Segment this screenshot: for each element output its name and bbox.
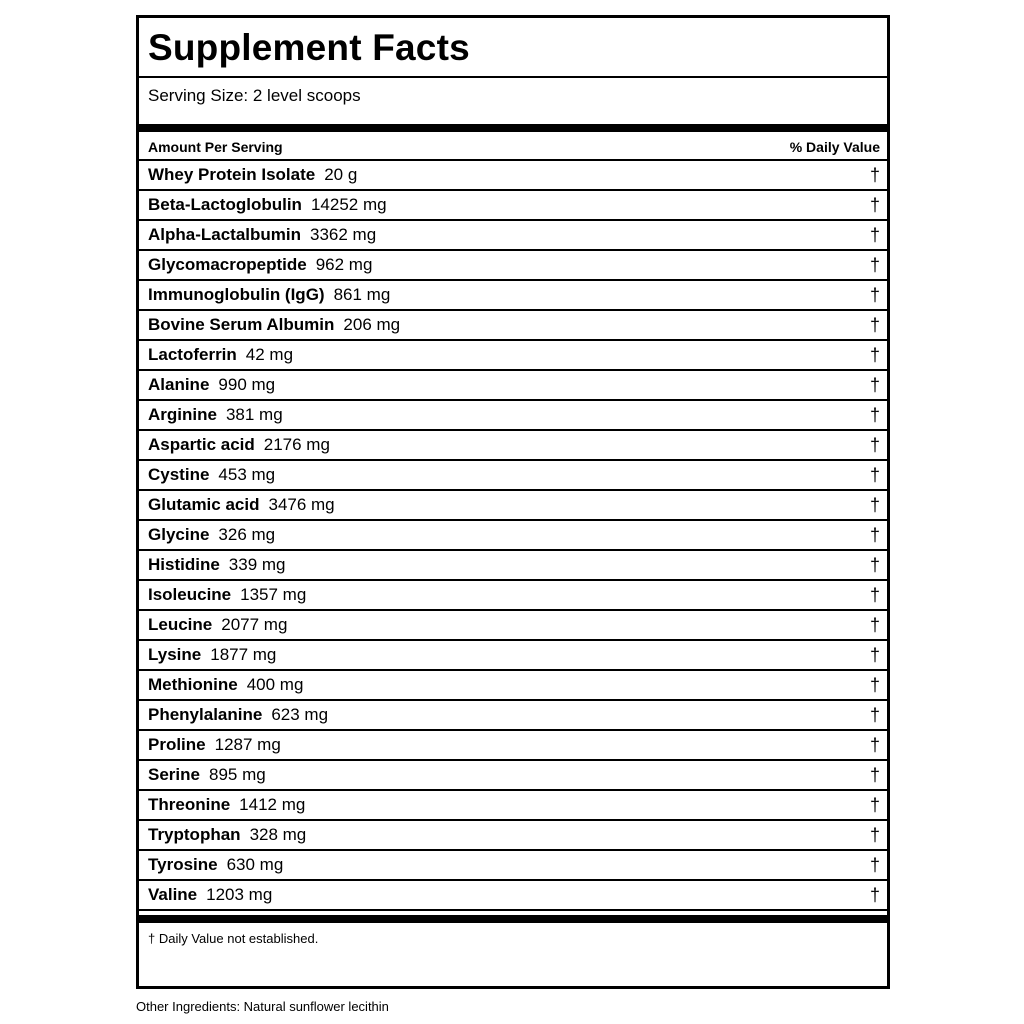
nutrient-row xyxy=(139,581,887,611)
daily-value-dagger: † xyxy=(869,764,880,785)
daily-value-dagger: † xyxy=(869,554,880,575)
footnote: † Daily Value not established. xyxy=(148,931,319,946)
daily-value-dagger: † xyxy=(869,164,880,185)
daily-value-dagger: † xyxy=(869,224,880,245)
nutrient-label xyxy=(148,825,306,845)
nutrient-label xyxy=(148,555,286,575)
nutrient-name: Alpha-Lactalbumin xyxy=(148,225,302,244)
nutrient-name: Aspartic acid xyxy=(148,435,255,454)
nutrient-label xyxy=(148,405,283,425)
supplement-facts-panel xyxy=(136,15,890,989)
nutrient-amount: 326 mg xyxy=(218,525,276,544)
daily-value-dagger: † xyxy=(869,194,880,215)
nutrient-amount: 339 mg xyxy=(228,555,286,574)
nutrient-label xyxy=(148,315,400,335)
nutrient-row xyxy=(139,281,887,311)
nutrient-amount: 42 mg xyxy=(245,345,294,364)
daily-value-dagger: † xyxy=(869,314,880,335)
nutrient-list xyxy=(139,161,887,911)
nutrient-row xyxy=(139,701,887,731)
nutrient-name: Tryptophan xyxy=(148,825,241,844)
nutrient-amount: 1357 mg xyxy=(240,585,307,604)
nutrient-amount: 962 mg xyxy=(315,255,373,274)
nutrient-row xyxy=(139,221,887,251)
nutrient-amount: 630 mg xyxy=(226,855,284,874)
nutrient-row xyxy=(139,491,887,521)
nutrient-amount: 2077 mg xyxy=(221,615,288,634)
nutrient-amount: 453 mg xyxy=(218,465,276,484)
nutrient-name: Phenylalanine xyxy=(148,705,263,724)
nutrient-name: Glutamic acid xyxy=(148,495,260,514)
nutrient-row xyxy=(139,341,887,371)
nutrient-amount: 20 g xyxy=(324,165,358,184)
nutrient-amount: 328 mg xyxy=(249,825,307,844)
other-ingredients: Other Ingredients: Natural sunflower lecithin xyxy=(136,999,389,1014)
nutrient-name: Glycomacropeptide xyxy=(148,255,307,274)
nutrient-row xyxy=(139,851,887,881)
nutrient-name: Immunoglobulin (IgG) xyxy=(148,285,325,304)
nutrient-amount: 2176 mg xyxy=(263,435,330,454)
daily-value-dagger: † xyxy=(869,854,880,875)
nutrient-name: Isoleucine xyxy=(148,585,232,604)
nutrient-amount: 3362 mg xyxy=(310,225,377,244)
daily-value-dagger: † xyxy=(869,434,880,455)
nutrient-row xyxy=(139,521,887,551)
nutrient-amount: 14252 mg xyxy=(310,195,387,214)
daily-value-dagger: † xyxy=(869,614,880,635)
nutrient-amount: 1203 mg xyxy=(206,885,273,904)
daily-value-dagger: † xyxy=(869,584,880,605)
nutrient-label xyxy=(148,885,272,905)
nutrient-amount: 861 mg xyxy=(333,285,391,304)
nutrient-label xyxy=(148,795,305,815)
nutrient-row xyxy=(139,551,887,581)
nutrient-name: Whey Protein Isolate xyxy=(148,165,316,184)
nutrient-label xyxy=(148,585,306,605)
nutrient-row xyxy=(139,731,887,761)
nutrient-label xyxy=(148,705,328,725)
nutrient-label xyxy=(148,435,330,455)
nutrient-name: Serine xyxy=(148,765,200,784)
nutrient-row xyxy=(139,161,887,191)
nutrient-label xyxy=(148,255,372,275)
nutrient-row xyxy=(139,671,887,701)
nutrient-row xyxy=(139,641,887,671)
nutrient-amount: 381 mg xyxy=(225,405,283,424)
nutrient-name: Threonine xyxy=(148,795,231,814)
daily-value-dagger: † xyxy=(869,284,880,305)
nutrient-row xyxy=(139,461,887,491)
daily-value-header: % Daily Value xyxy=(789,139,880,155)
nutrient-name: Leucine xyxy=(148,615,213,634)
daily-value-dagger: † xyxy=(869,494,880,515)
nutrient-row xyxy=(139,611,887,641)
nutrient-amount: 1287 mg xyxy=(214,735,281,754)
nutrient-label xyxy=(148,285,390,305)
nutrient-name: Lysine xyxy=(148,645,202,664)
nutrient-amount: 1412 mg xyxy=(239,795,306,814)
nutrient-row xyxy=(139,311,887,341)
amount-per-serving-header: Amount Per Serving xyxy=(148,139,283,155)
nutrient-amount: 3476 mg xyxy=(268,495,335,514)
daily-value-dagger: † xyxy=(869,734,880,755)
nutrient-amount: 623 mg xyxy=(271,705,329,724)
nutrient-label xyxy=(148,735,281,755)
panel-title: Supplement Facts xyxy=(139,18,887,78)
column-header-row xyxy=(139,135,887,161)
nutrient-name: Bovine Serum Albumin xyxy=(148,315,335,334)
nutrient-label xyxy=(148,525,275,545)
nutrient-row xyxy=(139,431,887,461)
nutrient-name: Methionine xyxy=(148,675,238,694)
daily-value-dagger: † xyxy=(869,254,880,275)
nutrient-row xyxy=(139,791,887,821)
daily-value-dagger: † xyxy=(869,404,880,425)
nutrient-label xyxy=(148,225,376,245)
nutrient-name: Histidine xyxy=(148,555,220,574)
serving-size: Serving Size: 2 level scoops xyxy=(139,78,887,132)
nutrient-name: Tyrosine xyxy=(148,855,218,874)
daily-value-dagger: † xyxy=(869,824,880,845)
nutrient-row xyxy=(139,191,887,221)
nutrient-label xyxy=(148,495,335,515)
nutrient-label xyxy=(148,375,275,395)
nutrient-label xyxy=(148,855,283,875)
nutrient-amount: 990 mg xyxy=(218,375,276,394)
nutrient-name: Proline xyxy=(148,735,206,754)
daily-value-dagger: † xyxy=(869,524,880,545)
nutrient-row xyxy=(139,371,887,401)
nutrient-label xyxy=(148,165,357,185)
nutrient-label xyxy=(148,645,276,665)
nutrient-label xyxy=(148,345,293,365)
nutrient-row xyxy=(139,881,887,911)
daily-value-dagger: † xyxy=(869,674,880,695)
daily-value-dagger: † xyxy=(869,464,880,485)
nutrient-row xyxy=(139,251,887,281)
nutrient-name: Alanine xyxy=(148,375,210,394)
nutrient-amount: 400 mg xyxy=(246,675,304,694)
daily-value-dagger: † xyxy=(869,344,880,365)
nutrient-amount: 206 mg xyxy=(343,315,401,334)
nutrient-label xyxy=(148,195,387,215)
nutrient-row xyxy=(139,821,887,851)
nutrient-name: Cystine xyxy=(148,465,210,484)
nutrient-label xyxy=(148,675,303,695)
nutrient-name: Arginine xyxy=(148,405,217,424)
nutrient-amount: 1877 mg xyxy=(210,645,277,664)
daily-value-dagger: † xyxy=(869,794,880,815)
nutrient-name: Lactoferrin xyxy=(148,345,237,364)
nutrient-label xyxy=(148,765,266,785)
nutrient-name: Valine xyxy=(148,885,198,904)
nutrient-row xyxy=(139,761,887,791)
daily-value-dagger: † xyxy=(869,884,880,905)
thick-divider xyxy=(139,915,887,923)
nutrient-name: Glycine xyxy=(148,525,210,544)
nutrient-row xyxy=(139,401,887,431)
nutrient-name: Beta-Lactoglobulin xyxy=(148,195,302,214)
daily-value-dagger: † xyxy=(869,704,880,725)
nutrient-amount: 895 mg xyxy=(208,765,266,784)
nutrient-label xyxy=(148,465,275,485)
daily-value-dagger: † xyxy=(869,374,880,395)
nutrient-label xyxy=(148,615,287,635)
daily-value-dagger: † xyxy=(869,644,880,665)
